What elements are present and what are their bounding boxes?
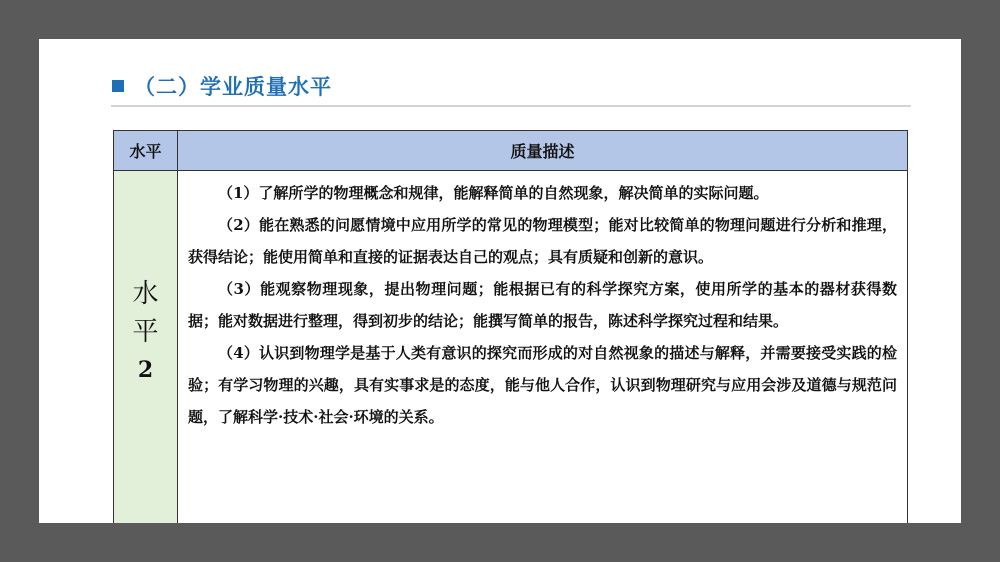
section-title [112,69,332,103]
description-item-2: （2）能在熟悉的问愿情境中应用所学的常见的物理模型；能对比较简单的物理问题进行分析和推理，获得结论；能使用简单和直接的证据表达自己的观点；具有质疑和创新的意识。 [188,216,897,266]
header-level: 水平 [114,131,178,171]
level-char-2: 平 [132,317,159,347]
quality-level-table [113,130,908,523]
square-bullet-icon [112,80,124,92]
title-divider [111,105,911,107]
section-title-text: （二）学业质量水平 [134,75,332,99]
level-cell [114,171,178,523]
slide [39,39,961,523]
description-item-4: （4）认识到物理学是基于人类有意识的探究而形成的对自然视象的描述与解释，并需要接受实践的检验；有学习物理的兴趣，具有实事求是的态度，能与他人合作，认识到物理研究与应用会涉及道德与规范问题，了解科学·技术·社会·环境的关系。 [188,344,897,426]
description-cell [178,171,907,523]
description-item-1: （1）了解所学的物理概念和规律，能解释简单的自然现象，解决简单的实际问题。 [218,184,769,202]
level-number: 2 [137,357,154,383]
level-char-1: 水 [132,279,159,309]
description-item-3: （3）能观察物理现象，提出物理问题；能根据已有的科学探究方案，使用所学的基本的器材获得数据；能对数据进行整理，得到初步的结论；能撰写简单的报告，陈述科学探究过程和结果。 [188,280,897,330]
header-description: 质量描述 [178,131,907,171]
